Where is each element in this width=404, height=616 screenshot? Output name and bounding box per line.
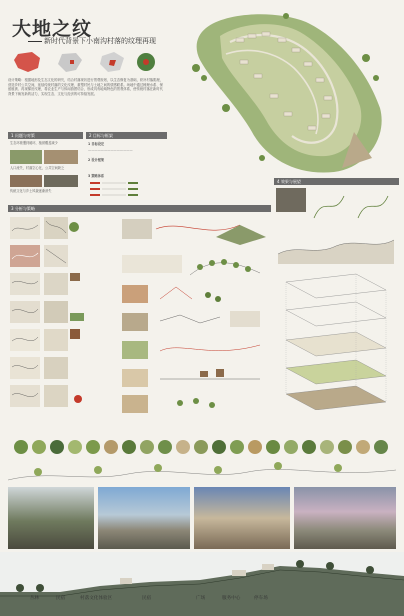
map-china bbox=[14, 52, 40, 72]
intro-text: 设计策略：根据地形及生态文化的研究，结合村落现状进行景观规划，以生态修复为基础，织补村落肌理，营造乡村公共空间，延续传统村落的文化纹理，重塑村民与土地之间的情感联系。场地中通过梳理水系、保留植被、再现梯田纹理，将农业生产与休闲游憩结合，形成具有地域特色的景观体系，使传统村落在新时代背景下焕发新的活力，实现生态、文化与经济的可持续发展。 bbox=[8, 78, 163, 96]
problem-photo-3 bbox=[10, 175, 42, 187]
terrain-section bbox=[276, 226, 396, 266]
poster-subtitle: 新时代背景下小南沟村落的纹理再现 bbox=[28, 36, 156, 46]
label-plaza: 广场 bbox=[196, 596, 206, 601]
exploded-layers bbox=[276, 270, 396, 410]
mini-sections bbox=[8, 460, 396, 484]
problem-2: 人口流失，村落空心化，公共空间缺乏 bbox=[10, 166, 65, 170]
plant-4 bbox=[68, 440, 82, 454]
plant-15 bbox=[266, 440, 280, 454]
strategy-diagrams bbox=[120, 215, 270, 420]
location-maps bbox=[10, 48, 160, 76]
label-parking: 停车场 bbox=[254, 596, 268, 601]
plant-21 bbox=[374, 440, 388, 454]
plant-8 bbox=[140, 440, 154, 454]
problem-photo-4 bbox=[44, 175, 78, 187]
plant-17 bbox=[302, 440, 316, 454]
label-homestay-2: 民宿 bbox=[142, 596, 152, 601]
plant-10 bbox=[176, 440, 190, 454]
problem-1: 生态环境遭到破坏，植被覆盖减少 bbox=[10, 141, 58, 145]
render-3 bbox=[194, 487, 290, 549]
label-homestay-1: 民宿 bbox=[56, 596, 66, 601]
poster-title: 大地之纹 bbox=[12, 18, 93, 40]
plant-9 bbox=[158, 440, 172, 454]
section-4-header: 4 效果与展望 bbox=[274, 178, 399, 185]
plant-2 bbox=[32, 440, 46, 454]
plant-19 bbox=[338, 440, 352, 454]
problem-photo-2 bbox=[44, 150, 78, 164]
plant-16 bbox=[284, 440, 298, 454]
plant-18 bbox=[320, 440, 334, 454]
long-section bbox=[0, 552, 404, 616]
plant-6 bbox=[104, 440, 118, 454]
problem-3: 传统文化与乡土风貌逐渐消失 bbox=[10, 189, 52, 193]
problem-photo-1 bbox=[10, 150, 42, 164]
section-2-header: 2 目标与框架 bbox=[86, 132, 167, 139]
analysis-column bbox=[8, 215, 118, 420]
plant-3 bbox=[50, 440, 64, 454]
effect-diagram bbox=[310, 188, 396, 224]
plant-11 bbox=[194, 440, 208, 454]
label-culture: 村落文化体验区 bbox=[80, 596, 113, 601]
plant-20 bbox=[356, 440, 370, 454]
goal-item-3: 3 策略体系 bbox=[88, 174, 105, 178]
render-4 bbox=[294, 487, 396, 549]
plant-7 bbox=[122, 440, 136, 454]
framework-diagram bbox=[88, 180, 164, 202]
plant-14 bbox=[248, 440, 262, 454]
section-3-header: 3 分析与策略 bbox=[8, 205, 271, 212]
effect-photo-1 bbox=[276, 188, 306, 212]
label-service: 服务中心 bbox=[222, 596, 241, 601]
section-1-header: 1 问题与对策 bbox=[8, 132, 83, 139]
plant-1 bbox=[14, 440, 28, 454]
site-masterplan bbox=[166, 8, 398, 176]
goal-text: —————————————— bbox=[88, 148, 133, 152]
render-1 bbox=[8, 487, 94, 549]
goal-item-1: 1 目标设定 bbox=[88, 142, 105, 146]
goal-item-2: 2 设计框架 bbox=[88, 158, 105, 162]
render-2 bbox=[98, 487, 190, 549]
plant-13 bbox=[230, 440, 244, 454]
plant-5 bbox=[86, 440, 100, 454]
label-forest: 丛林 bbox=[30, 596, 40, 601]
plant-12 bbox=[212, 440, 226, 454]
